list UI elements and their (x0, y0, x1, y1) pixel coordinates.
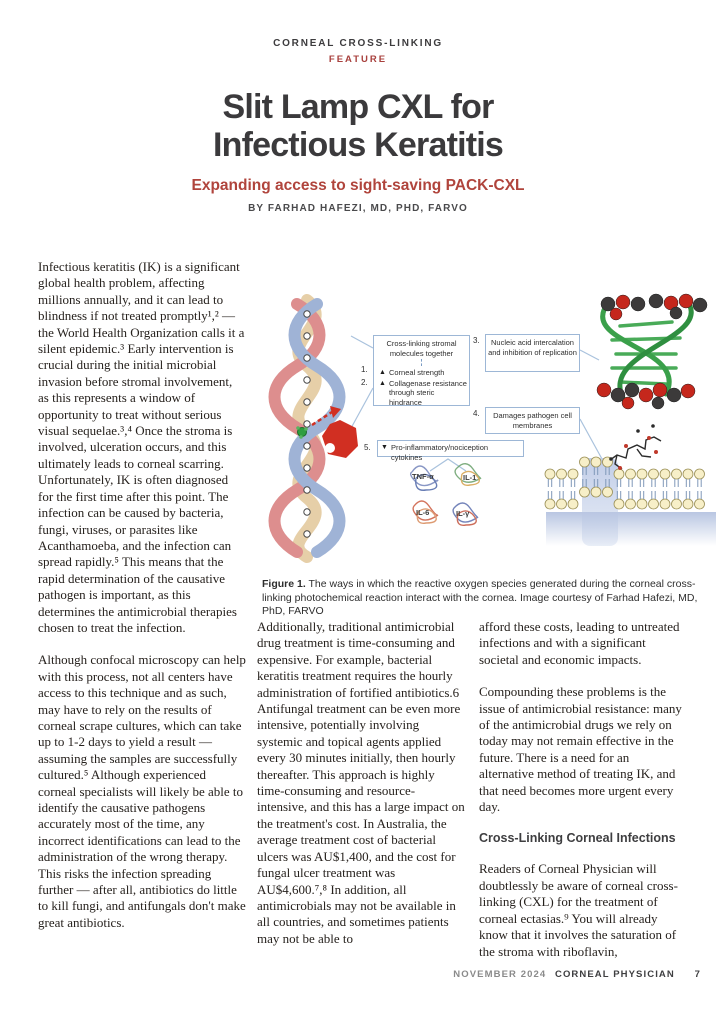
title-line-1: Slit Lamp CXL for (222, 88, 494, 126)
figure-caption (262, 578, 698, 619)
text-column-1 (38, 259, 246, 947)
paragraph: Readers of Corneal Physician will doubtlessly be aware of corneal cross-linking (CXL) for the treatment of corneal ectasias.⁹ You will already know that it involves the saturation of the stroma with riboflavin, (479, 861, 678, 959)
figure-item-2-label: Collagenase resistance through steric hindrance (388, 378, 467, 407)
figure-box-nucleic-acid-label: Nucleic acid intercalation and inhibition of replication (488, 338, 577, 357)
figure-caption-text: The ways in which the reactive oxygen species generated during the corneal cross-linking photochemical reaction interact with the cornea. Image courtesy of Farhad Hafezi, MD, PhD, FARVO (262, 578, 698, 617)
figure-box-nucleic-acid (485, 334, 580, 372)
cytokine-label-il-1: IL-1 (463, 473, 477, 482)
figure-number-4: 4. (473, 409, 480, 418)
down-arrow-icon: ▼ (381, 444, 388, 451)
title-line-2: Infectious Keratitis (212, 126, 504, 164)
paragraph: Additionally, traditional antimicrobial drug treatment is time-consuming and expensive. For example, bacterial keratitis treatment requires the hourly administration of fortified antibiotics.6 Antifungal treatment can be even more intensive, potentially involving systemic and topical agents applied every 30 minutes initially, then hourly thereafter. This approach is highly time-consuming and resource-intensive, and this has a large impact on the treatment's cost. In Australia, the average treatment cost of bacterial ulcers was AU$1,400, and the cost for fungal ulcer treatment was AU$4,600.⁷,⁸ In addition, all antimicrobials may not be available in all countries, and sometimes patients may not be able to (257, 619, 465, 946)
figure-number-2: 2. (361, 378, 368, 387)
figure-item-1 (379, 368, 467, 378)
up-arrow-icon: ▲ (379, 379, 386, 387)
figure-number-1: 1. (361, 365, 368, 374)
up-arrow-icon: ▲ (379, 368, 386, 376)
article-byline: BY FARHAD HAFEZI, MD, PHD, FARVO (248, 203, 468, 214)
paragraph: Compounding these problems is the issue of antimicrobial resistance: many of the antimicrobial drugs we rely on today may not remain effective in the future. There is a need for an alternative method of treating IK, and that need becomes more urgent every day. (479, 684, 682, 815)
article-title (0, 88, 716, 164)
feature-tag: FEATURE (328, 54, 388, 65)
cytokine-label-il-6: IL-6 (416, 508, 430, 517)
cytokine-label-tnf-alpha: TNF-α (412, 472, 434, 481)
paragraph: Although confocal microscopy can help with this process, not all centers have access to this technique and as such, may have to rely on the results of corneal scrape cultures, which can take up to 1-2 days to yield a result — assuming the samples are successfully cultured.⁵ Although experienced corneal specialists will likely be able to identify the causative pathogens accurately most of the time, any incorrect identifications can lead to the administration of the wrong therapy. This risks the infection spreading further — after all, antibiotics do little to kill fungi, and antifungals don't make great antibiotics. (38, 652, 246, 930)
cytokine-label-il-gamma: IL-γ (456, 509, 470, 518)
dna-intercalation-graphic (597, 294, 707, 409)
figure-box-cytokines (377, 440, 524, 462)
footer-page-number: 7 (694, 969, 701, 980)
figure-artwork (252, 262, 716, 574)
paragraph: Infectious keratitis (IK) is a significant global health problem, affecting millions annually, and it can lead to blindness if not treated promptly¹,² — the World Health Organization calls it a silent epidemic.³ Early intervention is crucial during the initial microbial invasion before stromal involvement, as this represents a window of opportunity to treat without serious visual sequelae.³,⁴ Once the stroma is involved, ulceration occurs, and this ultimately leads to corneal scarring. Unfortunately, IK is often diagnosed for the first time after this point. The infection can be caused by bacteria, fungi, viruses, or parasites like Acanthamoeba, and the infection can spread rapidly.⁵ This means that the rapid determination of the causative pathogen is important, as this determines the antimicrobial therapies chosen to treat the infection. (38, 259, 245, 635)
article-subtitle: Expanding access to sight-saving PACK-CXL (191, 177, 525, 194)
figure-box-membranes-label: Damages pathogen cell membranes (493, 411, 572, 430)
figure-item-5 (381, 443, 520, 462)
figure-item-2 (379, 379, 467, 408)
page-footer (0, 969, 701, 980)
footer-issue-date: NOVEMBER 2024 (453, 969, 547, 980)
figure-box-cytokines-label: Pro-inflammatory/nociception cytokines (390, 443, 489, 462)
text-column-2 (257, 619, 465, 963)
figure-1-illustration (252, 262, 716, 574)
figure-box-crosslinking-label: Cross-linking stromal molecules together (386, 339, 457, 358)
cell-membrane-graphic (545, 424, 716, 546)
footer-publication-name: CORNEAL PHYSICIAN (554, 969, 675, 980)
figure-item-1-label: Corneal strength (388, 367, 445, 377)
text-column-3 (479, 619, 687, 976)
figure-box-crosslinking (373, 335, 470, 406)
figure-caption-label: Figure 1. (262, 578, 306, 590)
figure-box-membranes (485, 407, 580, 434)
section-kicker: CORNEAL CROSS-LINKING (273, 38, 443, 49)
paragraph: afford these costs, leading to untreated infections and with a significant societal and economic impacts. (479, 619, 680, 667)
dashed-down-arrow-icon (421, 359, 422, 366)
figure-number-5: 5. (364, 443, 371, 452)
section-subheading: Cross-Linking Corneal Infections (479, 831, 676, 846)
figure-number-3: 3. (473, 336, 480, 345)
